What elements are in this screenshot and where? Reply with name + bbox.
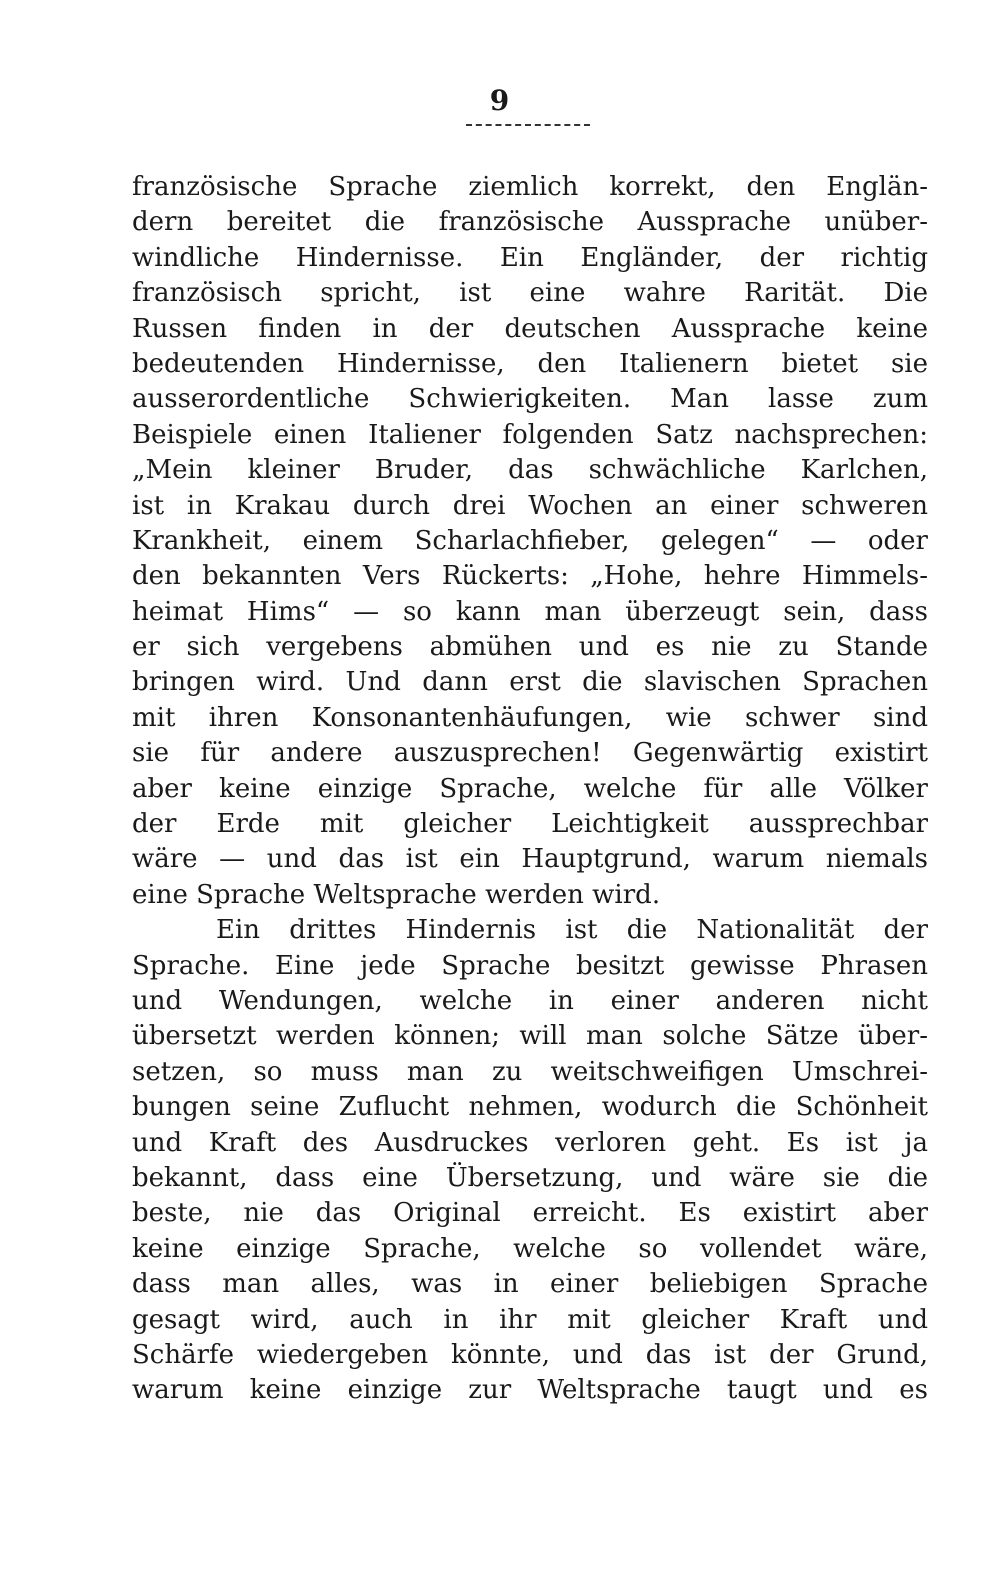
text-line: bringen wird. Und dann erst die slavischen Sprachen [132, 667, 928, 698]
text-line: der Erde mit gleicher Leichtigkeit aussprechbar [132, 809, 928, 840]
text-line: warum keine einzige zur Weltsprache taugt und es [132, 1375, 928, 1406]
text-line: Russen finden in der deutschen Aussprache keine [132, 313, 928, 344]
text-line: Schärfe wiedergeben könnte, und das ist der Grund, [132, 1339, 928, 1370]
text-line: gesagt wird, auch in ihr mit gleicher Kraft und [132, 1304, 928, 1335]
body-text [132, 170, 928, 1409]
page-number-rule [466, 124, 590, 126]
text-line: Sprache. Eine jede Sprache besitzt gewisse Phrasen [132, 950, 928, 981]
text-line: französische Sprache ziemlich korrekt, den Englän- [132, 172, 928, 202]
text-line: übersetzt werden können; will man solche Sätze über- [132, 1021, 928, 1052]
page-number: 9 [489, 84, 511, 117]
text-line: aber keine einzige Sprache, welche für alle Völker [132, 773, 928, 804]
text-line: er sich vergebens abmühen und es nie zu Stande [132, 632, 928, 663]
text-line: windliche Hindernisse. Ein Engländer, der richtig [132, 242, 928, 273]
text-line: wäre — und das ist ein Hauptgrund, warum niemals [132, 844, 928, 875]
text-line: bungen seine Zuflucht nehmen, wodurch die Schönheit [132, 1092, 928, 1123]
text-line: „Mein kleiner Bruder, das schwächliche Karlchen, [132, 455, 928, 486]
text-line: Ein drittes Hindernis ist die Nationalität der [216, 915, 928, 946]
text-line: ausserordentliche Schwierigkeiten. Man lasse zum [132, 384, 928, 415]
text-line: sie für andere auszusprechen! Gegenwärtig existirt [132, 738, 928, 769]
text-line: keine einzige Sprache, welche so vollendet wäre, [132, 1233, 928, 1264]
text-line: mit ihren Konsonantenhäufungen, wie schwer sind [132, 702, 928, 733]
text-line: heimat Hims“ — so kann man überzeugt sein, dass [132, 596, 928, 627]
text-line: bedeutenden Hindernisse, den Italienern bietet sie [132, 348, 928, 379]
text-line: und Wendungen, welche in einer anderen nicht [132, 985, 928, 1016]
text-line: bekannt, dass eine Übersetzung, und wäre sie die [132, 1162, 928, 1193]
text-line: französisch spricht, ist eine wahre Rarität. Die [132, 278, 928, 309]
text-line: dern bereitet die französische Aussprache unüber- [132, 207, 928, 238]
text-line: und Kraft des Ausdruckes verloren geht. Es ist ja [132, 1127, 928, 1158]
text-line: eine Sprache Weltsprache werden wird. [132, 879, 661, 910]
text-line: ist in Krakau durch drei Wochen an einer schweren [132, 490, 928, 521]
text-line: Krankheit, einem Scharlachfieber, gelegen“ — oder [132, 525, 928, 556]
text-line: den bekannten Vers Rückerts: „Hohe, hehre Himmels- [132, 561, 928, 592]
text-line: setzen, so muss man zu weitschweifigen Umschrei- [132, 1056, 928, 1087]
text-line: beste, nie das Original erreicht. Es existirt aber [132, 1198, 928, 1229]
text-line: dass man alles, was in einer beliebigen Sprache [132, 1269, 928, 1300]
text-line: Beispiele einen Italiener folgenden Satz nachsprechen: [132, 419, 928, 450]
